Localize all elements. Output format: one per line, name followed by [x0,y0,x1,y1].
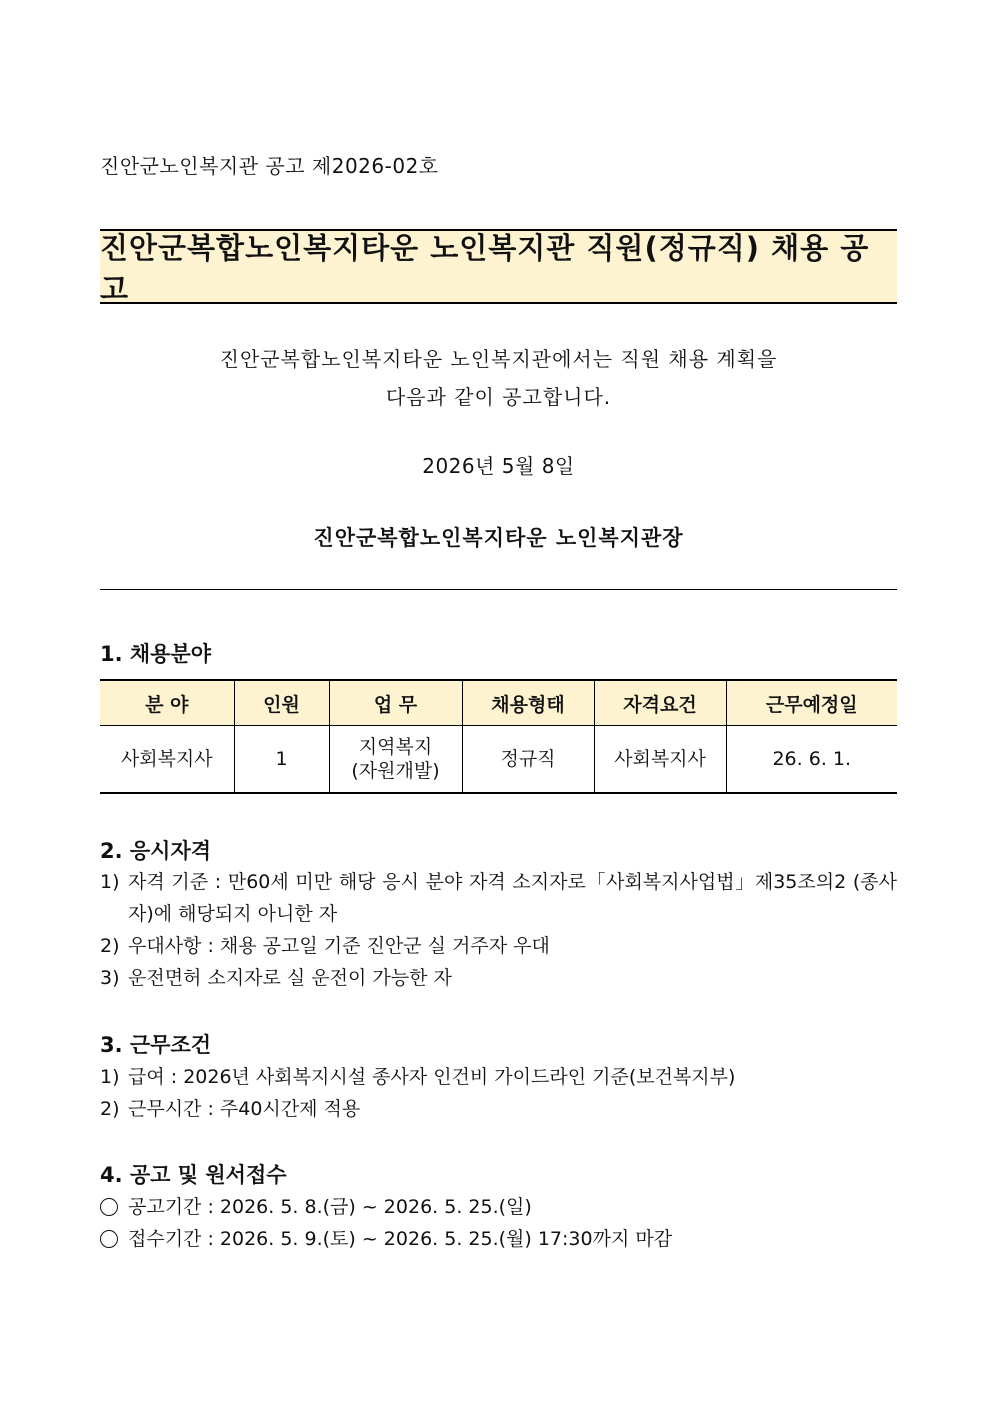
section3-heading: 3. 근무조건 [100,1033,212,1057]
item-number: 1) [100,871,120,893]
section2-heading: 2. 응시자격 [100,839,212,863]
section2-list [100,866,897,994]
list-item [100,930,897,962]
item-text: 공고기간 : 2026. 5. 8.(금) ~ 2026. 5. 25.(일) [128,1196,532,1218]
column-header: 채용형태 [462,680,594,726]
cell-duty [329,726,462,794]
cell-type: 정규직 [462,726,594,794]
item-text: 접수기간 : 2026. 5. 9.(토) ~ 2026. 5. 25.(월) 17:30까지 마감 [128,1228,673,1250]
list-item [100,1191,897,1223]
section1-heading: 1. 채용분야 [100,642,212,666]
section3-list [100,1061,897,1125]
list-item [100,1061,897,1093]
column-header: 분 야 [100,680,234,726]
table-row [100,726,897,794]
divider [100,589,897,590]
intro-line-1: 진안군복합노인복지타운 노인복지관에서는 직원 채용 계획을 [219,347,778,371]
section4-list [100,1191,897,1255]
list-item [100,866,897,930]
page-title: 진안군복합노인복지타운 노인복지관 직원(정규직) 채용 공고 [100,230,870,306]
intro-text [100,340,897,416]
column-header: 근무예정일 [726,680,897,726]
notice-date: 2026년 5월 8일 [422,454,575,478]
item-number: 2) [100,935,120,957]
item-number: 2) [100,1098,120,1120]
column-header: 자격요건 [594,680,726,726]
item-text: 근무시간 : 주40시간제 적용 [128,1098,361,1120]
list-item [100,1223,897,1255]
list-item [100,1093,897,1125]
item-text: 급여 : 2026년 사회복지시설 종사자 인건비 가이드라인 기준(보건복지부) [128,1066,736,1088]
circle-bullet-icon [100,1198,118,1216]
cell-qualification: 사회복지사 [594,726,726,794]
item-number: 1) [100,1066,120,1088]
recruitment-table [100,679,897,794]
duty-line-1: 지역복지 [358,736,433,758]
cell-field: 사회복지사 [100,726,234,794]
item-text: 우대사항 : 채용 공고일 기준 진안군 실 거주자 우대 [128,935,550,957]
notice-number: 진안군노인복지관 공고 제2026-02호 [100,154,439,178]
table-header-row [100,680,897,726]
item-text: 자격 기준 : 만60세 미만 해당 응시 분야 자격 소지자로「사회복지사업법」제35조의2 (종사자)에 해당되지 아니한 자 [128,871,897,925]
intro-line-2: 다음과 같이 공고합니다. [385,385,612,409]
signer: 진안군복합노인복지타운 노인복지관장 [313,526,684,550]
list-item [100,962,897,994]
section4-heading: 4. 공고 및 원서접수 [100,1163,287,1187]
column-header: 업 무 [329,680,462,726]
column-header: 인원 [234,680,329,726]
duty-line-2: (자원개발) [351,760,440,782]
item-number: 3) [100,967,120,989]
cell-count: 1 [234,726,329,794]
cell-start-date: 26. 6. 1. [726,726,897,794]
item-text: 운전면허 소지자로 실 운전이 가능한 자 [128,967,452,989]
circle-bullet-icon [100,1230,118,1248]
title-banner [100,229,897,304]
